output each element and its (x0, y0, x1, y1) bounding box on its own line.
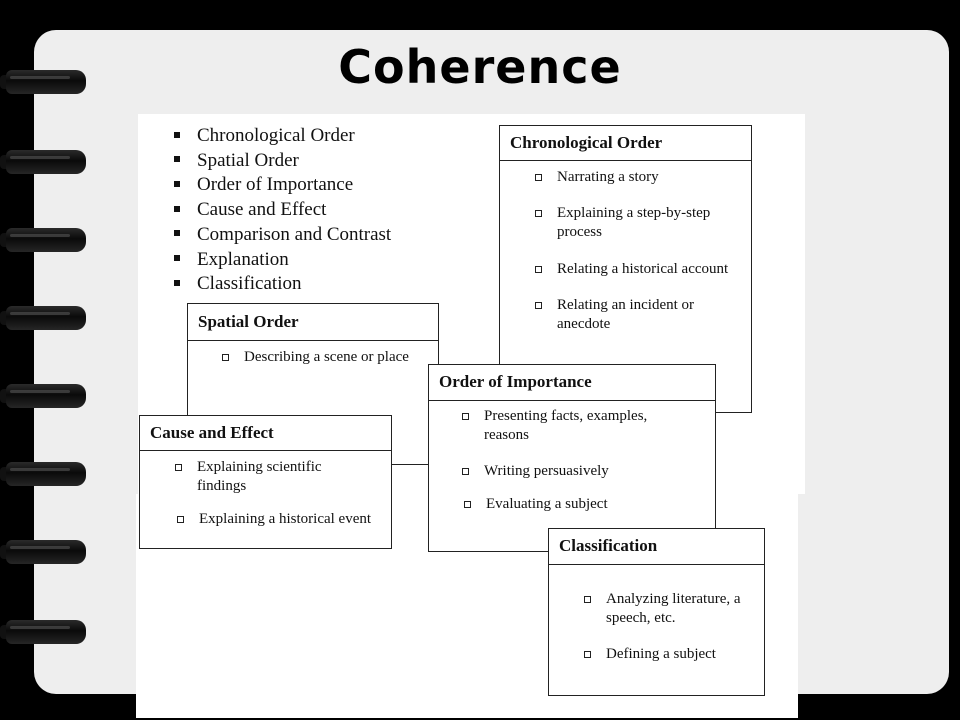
list-item: Relating an incident or anecdote (557, 296, 717, 334)
checkbox-bullet-icon (222, 354, 229, 361)
bullet-square-icon (174, 181, 180, 187)
list-item: Defining a subject (606, 645, 756, 664)
checkbox-bullet-icon (464, 501, 471, 508)
box-title: Order of Importance (429, 365, 715, 401)
binding-ring (0, 620, 90, 646)
list-item: Explaining scientific findings (197, 458, 372, 496)
checkbox-bullet-icon (584, 651, 591, 658)
checkbox-bullet-icon (462, 468, 469, 475)
checkbox-bullet-icon (177, 516, 184, 523)
checkbox-bullet-icon (535, 174, 542, 181)
bullet-square-icon (174, 255, 180, 261)
list-item: Chronological Order (174, 124, 391, 149)
binding-ring (0, 228, 90, 254)
classification-box (548, 528, 765, 696)
list-item: Writing persuasively (484, 462, 689, 481)
checkbox-bullet-icon (462, 413, 469, 420)
list-item: Cause and Effect (174, 198, 391, 223)
binding-ring (0, 306, 90, 332)
checkbox-bullet-icon (535, 266, 542, 273)
list-item: Classification (174, 272, 391, 297)
bullet-square-icon (174, 132, 180, 138)
list-item: Narrating a story (557, 168, 747, 187)
list-item: Relating a historical account (557, 260, 747, 279)
checkbox-bullet-icon (175, 464, 182, 471)
list-item: Evaluating a subject (486, 495, 691, 514)
list-item: Analyzing literature, a speech, etc. (606, 590, 756, 628)
list-item: Spatial Order (174, 149, 391, 174)
binding-ring (0, 540, 90, 566)
binding-ring (0, 462, 90, 488)
box-title: Classification (549, 529, 764, 565)
list-item: Presenting facts, examples, reasons (484, 407, 689, 445)
checkbox-bullet-icon (535, 210, 542, 217)
order-of-importance-box (428, 364, 716, 552)
bullet-square-icon (174, 230, 180, 236)
binding-ring (0, 384, 90, 410)
list-item: Order of Importance (174, 173, 391, 198)
bullet-square-icon (174, 280, 180, 286)
bullet-square-icon (174, 156, 180, 162)
list-item: Comparison and Contrast (174, 223, 391, 248)
list-item: Explanation (174, 248, 391, 273)
list-item: Describing a scene or place (244, 348, 434, 367)
box-title: Chronological Order (500, 126, 751, 161)
organization-types-list (174, 124, 391, 297)
box-title: Cause and Effect (140, 416, 391, 451)
list-item: Explaining a step-by-step process (557, 204, 732, 242)
checkbox-bullet-icon (535, 302, 542, 309)
bullet-square-icon (174, 206, 180, 212)
list-item: Explaining a historical event (199, 510, 389, 529)
checkbox-bullet-icon (584, 596, 591, 603)
box-title: Spatial Order (188, 304, 438, 341)
slide-title: Coherence (338, 40, 622, 94)
cause-and-effect-box (139, 415, 392, 549)
binding-ring (0, 150, 90, 176)
